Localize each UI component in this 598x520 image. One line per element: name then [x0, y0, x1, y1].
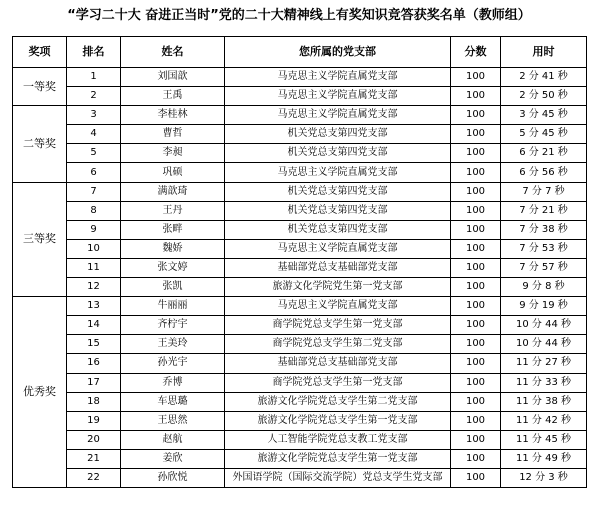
- header-name: 姓名: [121, 37, 225, 68]
- name-cell: 曹哲: [121, 125, 225, 144]
- table-row: [13, 316, 587, 335]
- header-rank: 排名: [67, 37, 121, 68]
- name-cell: 车思璐: [121, 392, 225, 411]
- table-row: [13, 182, 587, 201]
- branch-cell: 商学院党总支学生第一党支部: [225, 373, 451, 392]
- score-cell: 100: [451, 125, 501, 144]
- branch-cell: 马克思主义学院直属党支部: [225, 106, 451, 125]
- table-row: [13, 201, 587, 220]
- time-cell: 11 分 49 秒: [501, 449, 587, 468]
- time-cell: 11 分 33 秒: [501, 373, 587, 392]
- time-cell: 11 分 38 秒: [501, 392, 587, 411]
- rank-cell: 20: [67, 430, 121, 449]
- table-row: [13, 278, 587, 297]
- rank-cell: 15: [67, 335, 121, 354]
- score-cell: 100: [451, 220, 501, 239]
- time-cell: 7 分 53 秒: [501, 239, 587, 258]
- time-cell: 5 分 45 秒: [501, 125, 587, 144]
- branch-cell: 机关党总支第四党支部: [225, 182, 451, 201]
- score-cell: 100: [451, 68, 501, 87]
- rank-cell: 3: [67, 106, 121, 125]
- document-title: “学习二十大 奋进正当时”党的二十大精神线上有奖知识竞答获奖名单（教师组）: [67, 8, 531, 23]
- score-cell: 100: [451, 201, 501, 220]
- table-row: [13, 220, 587, 239]
- time-cell: 6 分 56 秒: [501, 163, 587, 182]
- table-row: [13, 411, 587, 430]
- time-cell: 7 分 38 秒: [501, 220, 587, 239]
- branch-cell: 马克思主义学院直属党支部: [225, 163, 451, 182]
- table-row: [13, 392, 587, 411]
- rank-cell: 14: [67, 316, 121, 335]
- time-cell: 6 分 21 秒: [501, 144, 587, 163]
- branch-cell: 人工智能学院党总支教工党支部: [225, 430, 451, 449]
- name-cell: 张文婷: [121, 258, 225, 277]
- score-cell: 100: [451, 144, 501, 163]
- rank-cell: 21: [67, 449, 121, 468]
- time-cell: 7 分 21 秒: [501, 201, 587, 220]
- table-row: [13, 68, 587, 87]
- header-time: 用时: [501, 37, 587, 68]
- name-cell: 王思然: [121, 411, 225, 430]
- name-cell: 李桂林: [121, 106, 225, 125]
- time-cell: 2 分 41 秒: [501, 68, 587, 87]
- rank-cell: 16: [67, 354, 121, 373]
- name-cell: 孙欣悦: [121, 468, 225, 487]
- score-cell: 100: [451, 335, 501, 354]
- name-cell: 乔博: [121, 373, 225, 392]
- name-cell: 王丹: [121, 201, 225, 220]
- branch-cell: 机关党总支第四党支部: [225, 125, 451, 144]
- table-body: [13, 68, 587, 488]
- table-row: [13, 258, 587, 277]
- name-cell: 牛丽丽: [121, 297, 225, 316]
- award-level-cell: 一等奖: [13, 68, 67, 106]
- name-cell: 王禹: [121, 87, 225, 106]
- score-cell: 100: [451, 449, 501, 468]
- time-cell: 9 分 19 秒: [501, 297, 587, 316]
- branch-cell: 商学院党总支学生第一党支部: [225, 316, 451, 335]
- award-level-cell: 二等奖: [13, 106, 67, 182]
- rank-cell: 2: [67, 87, 121, 106]
- branch-cell: 外国语学院（国际交流学院）党总支学生党支部: [225, 468, 451, 487]
- rank-cell: 17: [67, 373, 121, 392]
- branch-cell: 商学院党总支学生第二党支部: [225, 335, 451, 354]
- table-row: [13, 163, 587, 182]
- score-cell: 100: [451, 258, 501, 277]
- name-cell: 赵航: [121, 430, 225, 449]
- rank-cell: 19: [67, 411, 121, 430]
- table-row: [13, 373, 587, 392]
- name-cell: 姜欣: [121, 449, 225, 468]
- time-cell: 11 分 42 秒: [501, 411, 587, 430]
- rank-cell: 5: [67, 144, 121, 163]
- table-row: [13, 354, 587, 373]
- rank-cell: 22: [67, 468, 121, 487]
- score-cell: 100: [451, 106, 501, 125]
- name-cell: 张畔: [121, 220, 225, 239]
- rank-cell: 11: [67, 258, 121, 277]
- time-cell: 12 分 3 秒: [501, 468, 587, 487]
- time-cell: 9 分 8 秒: [501, 278, 587, 297]
- time-cell: 2 分 50 秒: [501, 87, 587, 106]
- branch-cell: 机关党总支第四党支部: [225, 201, 451, 220]
- table-row: [13, 144, 587, 163]
- name-cell: 魏娇: [121, 239, 225, 258]
- table-row: [13, 468, 587, 487]
- name-cell: 张凯: [121, 278, 225, 297]
- header-score: 分数: [451, 37, 501, 68]
- branch-cell: 旅游文化学院党生第一党支部: [225, 278, 451, 297]
- branch-cell: 旅游文化学院党总支学生第一党支部: [225, 411, 451, 430]
- score-cell: 100: [451, 182, 501, 201]
- rank-cell: 18: [67, 392, 121, 411]
- time-cell: 7 分 7 秒: [501, 182, 587, 201]
- header-row: [13, 37, 587, 68]
- table-row: [13, 87, 587, 106]
- score-cell: 100: [451, 392, 501, 411]
- score-cell: 100: [451, 163, 501, 182]
- name-cell: 满歆琦: [121, 182, 225, 201]
- score-cell: 100: [451, 316, 501, 335]
- award-level-cell: 优秀奖: [13, 297, 67, 488]
- branch-cell: 马克思主义学院直属党支部: [225, 68, 451, 87]
- rank-cell: 4: [67, 125, 121, 144]
- table-row: [13, 449, 587, 468]
- branch-cell: 马克思主义学院直属党支部: [225, 87, 451, 106]
- branch-cell: 基础部党总支基础部党支部: [225, 354, 451, 373]
- score-cell: 100: [451, 354, 501, 373]
- rank-cell: 1: [67, 68, 121, 87]
- score-cell: 100: [451, 297, 501, 316]
- header-award: 奖项: [13, 37, 67, 68]
- table-row: [13, 239, 587, 258]
- time-cell: 11 分 45 秒: [501, 430, 587, 449]
- branch-cell: 机关党总支第四党支部: [225, 144, 451, 163]
- rank-cell: 9: [67, 220, 121, 239]
- name-cell: 刘国歆: [121, 68, 225, 87]
- rank-cell: 8: [67, 201, 121, 220]
- branch-cell: 马克思主义学院直属党支部: [225, 297, 451, 316]
- header-branch: 您所属的党支部: [225, 37, 451, 68]
- name-cell: 齐柠宇: [121, 316, 225, 335]
- name-cell: 巩硕: [121, 163, 225, 182]
- award-level-cell: 三等奖: [13, 182, 67, 297]
- score-cell: 100: [451, 468, 501, 487]
- time-cell: 10 分 44 秒: [501, 335, 587, 354]
- branch-cell: 旅游文化学院党总支学生第二党支部: [225, 392, 451, 411]
- branch-cell: 马克思主义学院直属党支部: [225, 239, 451, 258]
- branch-cell: 旅游文化学院党总支学生第一党支部: [225, 449, 451, 468]
- branch-cell: 基础部党总支基础部党支部: [225, 258, 451, 277]
- score-cell: 100: [451, 430, 501, 449]
- table-row: [13, 297, 587, 316]
- name-cell: 王美玲: [121, 335, 225, 354]
- score-cell: 100: [451, 239, 501, 258]
- rank-cell: 7: [67, 182, 121, 201]
- rank-cell: 13: [67, 297, 121, 316]
- table-row: [13, 335, 587, 354]
- time-cell: 10 分 44 秒: [501, 316, 587, 335]
- rank-cell: 12: [67, 278, 121, 297]
- time-cell: 11 分 27 秒: [501, 354, 587, 373]
- award-table: [12, 36, 587, 488]
- score-cell: 100: [451, 373, 501, 392]
- table-row: [13, 430, 587, 449]
- score-cell: 100: [451, 87, 501, 106]
- time-cell: 3 分 45 秒: [501, 106, 587, 125]
- name-cell: 李昶: [121, 144, 225, 163]
- rank-cell: 6: [67, 163, 121, 182]
- score-cell: 100: [451, 278, 501, 297]
- table-row: [13, 125, 587, 144]
- table-row: [13, 106, 587, 125]
- branch-cell: 机关党总支第四党支部: [225, 220, 451, 239]
- name-cell: 孙光宇: [121, 354, 225, 373]
- rank-cell: 10: [67, 239, 121, 258]
- time-cell: 7 分 57 秒: [501, 258, 587, 277]
- score-cell: 100: [451, 411, 501, 430]
